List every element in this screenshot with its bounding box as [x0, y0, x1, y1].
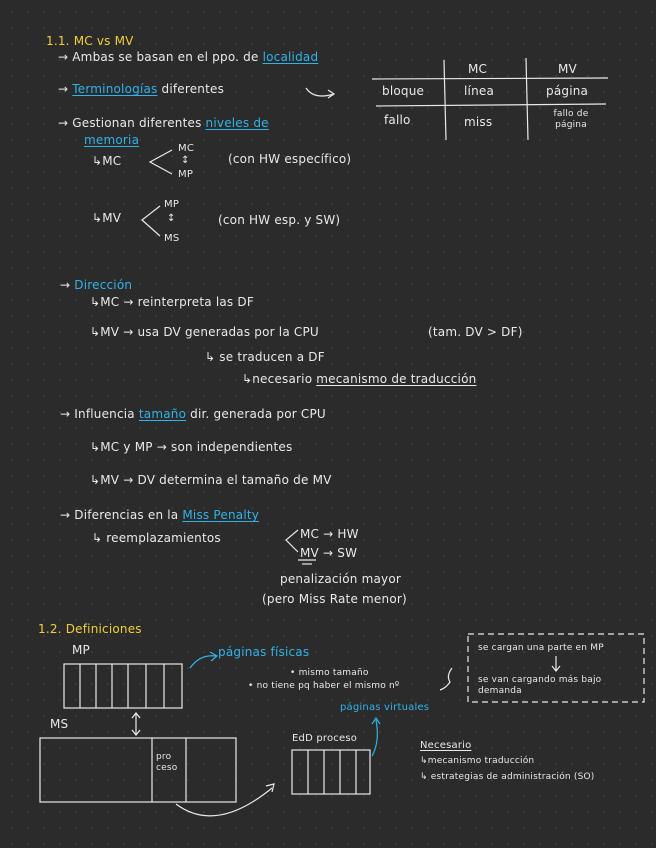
table-cell-miss: miss [464, 115, 493, 129]
memoria-highlight: memoria [84, 133, 140, 147]
necesario-estrategias: ↳ estrategias de administración (SO) [420, 772, 595, 782]
direccion-traducen: ↳ se traducen a DF [205, 350, 325, 364]
table-header-mv: MV [558, 62, 577, 76]
table-cell-linea: línea [464, 84, 495, 98]
terminologias-text: diferentes [161, 82, 225, 96]
table-vline-2 [526, 58, 528, 140]
necesario-traduccion: ↳mecanismo traducción [420, 756, 535, 766]
table-header-mc: MC [468, 62, 488, 76]
miss-rate-menor: (pero Miss Rate menor) [262, 592, 407, 606]
mv-bottom: MS [164, 233, 180, 244]
table-cell-fallo: fallo [384, 113, 411, 127]
table-cell-fallo-pagina: fallo de página [553, 109, 589, 130]
notes-brace [440, 668, 452, 690]
mecanismo-traduccion: mecanismo de traducción [316, 372, 477, 386]
section-heading-1: 1.1. MC vs MV [46, 34, 134, 48]
ms-label: MS [50, 717, 69, 731]
necesario-heading: Necesario [420, 740, 472, 751]
direccion-title: Dirección [74, 278, 133, 292]
miss-penalty-highlight: Miss Penalty [182, 508, 260, 522]
tamano-highlight: tamaño [138, 407, 187, 421]
table-hline-2 [376, 104, 606, 106]
ms-block [40, 738, 236, 802]
influencia-prefix: → Influencia [60, 407, 135, 421]
direccion-note: (tam. DV > DF) [428, 325, 523, 339]
miss-mc-hw: MC → HW [300, 527, 359, 541]
mc-bottom: MP [178, 169, 194, 180]
terminologias-arrow: → [58, 82, 69, 96]
miss-mv-sw: MV → SW [300, 546, 358, 560]
mv-prefix: ↳MV [92, 211, 122, 225]
niveles-text: → Gestionan diferentes [58, 116, 202, 130]
miss-prefix: → Diferencias en la [60, 508, 179, 522]
mv-note: (con HW esp. y SW) [218, 213, 341, 227]
mv-bracket [142, 206, 160, 236]
mc-arrow: ↕ [181, 155, 190, 166]
carga-parte-text: se cargan una parte en MP [478, 643, 604, 653]
terminologias-highlight: Terminologías [72, 82, 158, 96]
carga-demanda-text: se van cargando más bajo demanda [478, 675, 602, 696]
direccion-mc: ↳MC → reinterpreta las DF [90, 295, 254, 309]
terminologias-curve-arrow [306, 88, 334, 96]
no-tiene-note: • no tiene pq haber el mismo nº [248, 681, 400, 691]
table-vline-1 [444, 60, 446, 140]
necesario-prefix: ↳necesario [242, 372, 313, 386]
edd-proceso-label: EdD proceso [292, 733, 358, 744]
direccion-mv: ↳MV → usa DV generadas por la CPU [90, 325, 319, 339]
penalizacion-mayor: penalización mayor [280, 572, 401, 586]
paginas-virtuales-label: páginas virtuales [340, 702, 430, 713]
mv-top: MP [164, 199, 180, 210]
paginas-fisicas-label: páginas físicas [218, 645, 310, 659]
proceso-block-label: pro ceso [156, 752, 178, 773]
edd-block [292, 750, 370, 794]
table-cell-bloque: bloque [382, 84, 425, 98]
direccion-line: → Dirección [60, 278, 133, 292]
localidad-highlight: localidad [262, 50, 319, 64]
paginas-virtuales-arrow [372, 720, 377, 756]
influencia-post: dir. generada por CPU [190, 407, 326, 421]
mc-top: MC [178, 143, 195, 154]
mc-bracket [150, 150, 172, 174]
niveles-highlight: niveles de [205, 116, 269, 130]
mv-arrow: ↕ [167, 213, 176, 224]
influencia-mc-mp: ↳MC y MP → son independientes [90, 440, 293, 454]
mismo-tamano-note: • mismo tamaño [290, 668, 369, 678]
miss-bracket [286, 530, 298, 552]
mc-prefix: ↳MC [92, 154, 122, 168]
terminologias-curve-arrowhead [328, 90, 334, 98]
mc-note: (con HW específico) [228, 152, 352, 166]
mp-label: MP [72, 643, 90, 657]
table-hline-1 [372, 78, 608, 79]
paginas-fisicas-arrow [190, 656, 216, 668]
table-cell-pagina: página [546, 84, 589, 98]
section-heading-2: 1.2. Definiciones [38, 622, 142, 636]
reemplazamientos: ↳ reemplazamientos [92, 531, 221, 545]
localidad-text: → Ambas se basan en el ppo. de [58, 50, 259, 64]
influencia-mv: ↳MV → DV determina el tamaño de MV [90, 473, 332, 487]
